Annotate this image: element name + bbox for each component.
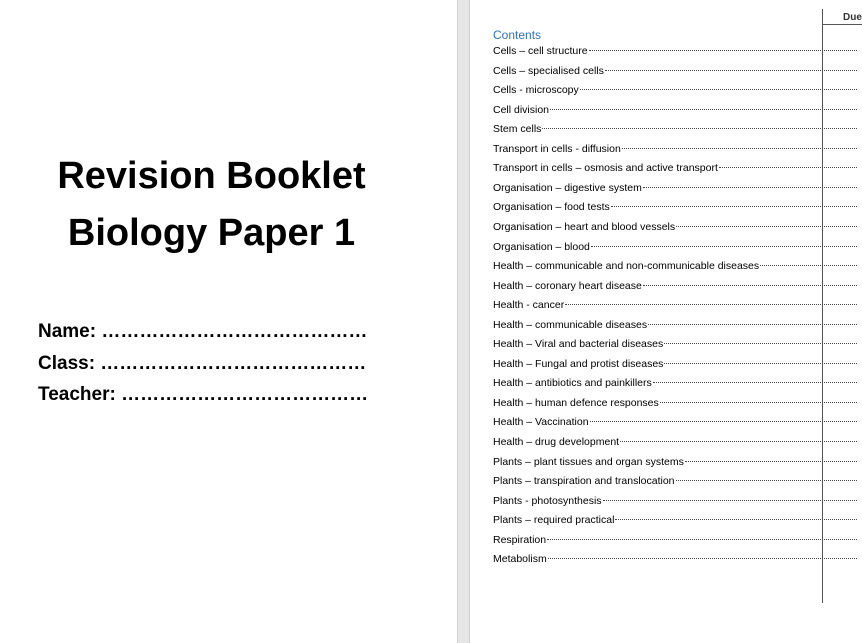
- toc-entry-label: Health – Viral and bacterial diseases: [493, 338, 664, 351]
- toc-entry[interactable]: [493, 142, 857, 156]
- toc-dot-leader: [676, 226, 857, 227]
- toc-entry[interactable]: [493, 103, 857, 117]
- booklet-title: Revision Booklet: [57, 155, 366, 197]
- toc-entry[interactable]: [493, 337, 857, 351]
- toc-entry-label: Health – human defence responses: [493, 396, 659, 409]
- toc-entry-label: Plants – required practical: [493, 514, 615, 527]
- toc-entry[interactable]: [493, 474, 857, 488]
- due-column-top-border: [822, 24, 862, 25]
- toc-entry-label: Organisation – heart and blood vessels: [493, 220, 676, 233]
- toc-entry[interactable]: [493, 376, 857, 390]
- toc-dot-leader: [542, 128, 857, 129]
- toc-entry-label: Cells – cell structure: [493, 45, 588, 57]
- name-field: Name: ……………………………………: [38, 321, 368, 342]
- toc-entry[interactable]: [493, 552, 857, 566]
- toc-entry-label: Plants – plant tissues and organ systems: [493, 455, 684, 468]
- due-column-header: Due: [843, 12, 862, 23]
- contents-heading: Contents: [493, 28, 542, 42]
- toc-dot-leader: [603, 500, 857, 501]
- toc-entry[interactable]: [493, 494, 857, 508]
- toc-entry[interactable]: [493, 279, 857, 293]
- toc-entry-label: Respiration: [493, 533, 547, 546]
- toc-entry[interactable]: [493, 455, 857, 469]
- toc-dot-leader: [676, 480, 857, 481]
- toc-entry-label: Organisation – digestive system: [493, 181, 642, 194]
- toc-dot-leader: [664, 343, 857, 344]
- toc-entry[interactable]: [493, 435, 857, 449]
- toc-dot-leader: [548, 558, 857, 559]
- toc-entry[interactable]: [493, 240, 857, 254]
- toc-entry[interactable]: [493, 533, 857, 547]
- paper-title: Biology Paper 1: [67, 212, 356, 254]
- page-gutter: [457, 0, 470, 643]
- toc-entry-label: Health – communicable diseases: [493, 318, 648, 331]
- toc-dot-leader: [591, 246, 857, 247]
- toc-entry-label: Transport in cells – osmosis and active transport: [493, 162, 718, 175]
- toc-entry[interactable]: [493, 259, 857, 273]
- toc-entry-label: Metabolism: [493, 553, 547, 566]
- toc-dot-leader: [760, 265, 857, 266]
- toc-dot-leader: [589, 50, 857, 51]
- toc-entry[interactable]: [493, 64, 857, 78]
- toc-entry-label: Plants - photosynthesis: [493, 494, 602, 507]
- toc-entry[interactable]: [493, 83, 857, 97]
- toc-dot-leader: [605, 70, 857, 71]
- toc-dot-leader: [622, 148, 857, 149]
- toc-entry-label: Plants – transpiration and translocation: [493, 475, 675, 488]
- toc-entry-label: Health – Fungal and protist diseases: [493, 357, 664, 370]
- toc-entry-label: Health – antibiotics and painkillers: [493, 377, 652, 390]
- toc-entry[interactable]: [493, 396, 857, 410]
- toc-entry[interactable]: [493, 513, 857, 527]
- toc-dot-leader: [547, 539, 857, 540]
- toc-dot-leader: [664, 363, 857, 364]
- toc-dot-leader: [590, 421, 857, 422]
- toc-entry-label: Health – Vaccination: [493, 416, 589, 429]
- toc-entry-label: Health – coronary heart disease: [493, 279, 642, 292]
- toc-dot-leader: [620, 441, 857, 442]
- toc-dot-leader: [685, 461, 857, 462]
- toc-entry-label: Health - cancer: [493, 299, 565, 312]
- toc-entry-label: Cells – specialised cells: [493, 64, 604, 77]
- toc-dot-leader: [550, 109, 857, 110]
- class-field: Class: ……………………………………: [38, 353, 367, 374]
- toc-entry[interactable]: [493, 298, 857, 312]
- toc-dot-leader: [565, 304, 857, 305]
- toc-entry[interactable]: [493, 44, 857, 58]
- toc-entry-label: Organisation – food tests: [493, 201, 610, 214]
- teacher-field: Teacher: …………………………………: [38, 384, 369, 405]
- toc-entry-label: Cell division: [493, 103, 550, 116]
- toc-dot-leader: [580, 89, 857, 90]
- toc-entry[interactable]: [493, 318, 857, 332]
- toc-entry[interactable]: [493, 161, 857, 175]
- toc-dot-leader: [660, 402, 857, 403]
- toc-dot-leader: [648, 324, 857, 325]
- toc-entry[interactable]: [493, 415, 857, 429]
- toc-entry[interactable]: [493, 200, 857, 214]
- toc-entry-label: Cells - microscopy: [493, 84, 579, 97]
- toc-dot-leader: [643, 285, 857, 286]
- toc-entry-label: Stem cells: [493, 123, 542, 136]
- toc-entry[interactable]: [493, 122, 857, 136]
- contents-page: [470, 0, 862, 643]
- toc-entry[interactable]: [493, 181, 857, 195]
- toc-entry[interactable]: [493, 357, 857, 371]
- toc-entry-label: Health – communicable and non-communicable diseases: [493, 260, 760, 273]
- toc-dot-leader: [643, 187, 857, 188]
- toc-dot-leader: [611, 206, 857, 207]
- toc-entry-label: Organisation – blood: [493, 240, 590, 253]
- toc-entry-label: Health – drug development: [493, 436, 620, 448]
- toc-dot-leader: [719, 167, 857, 168]
- toc-entry[interactable]: [493, 220, 857, 234]
- toc-entry-label: Transport in cells - diffusion: [493, 142, 621, 155]
- toc-dot-leader: [653, 382, 857, 383]
- toc-dot-leader: [615, 519, 857, 520]
